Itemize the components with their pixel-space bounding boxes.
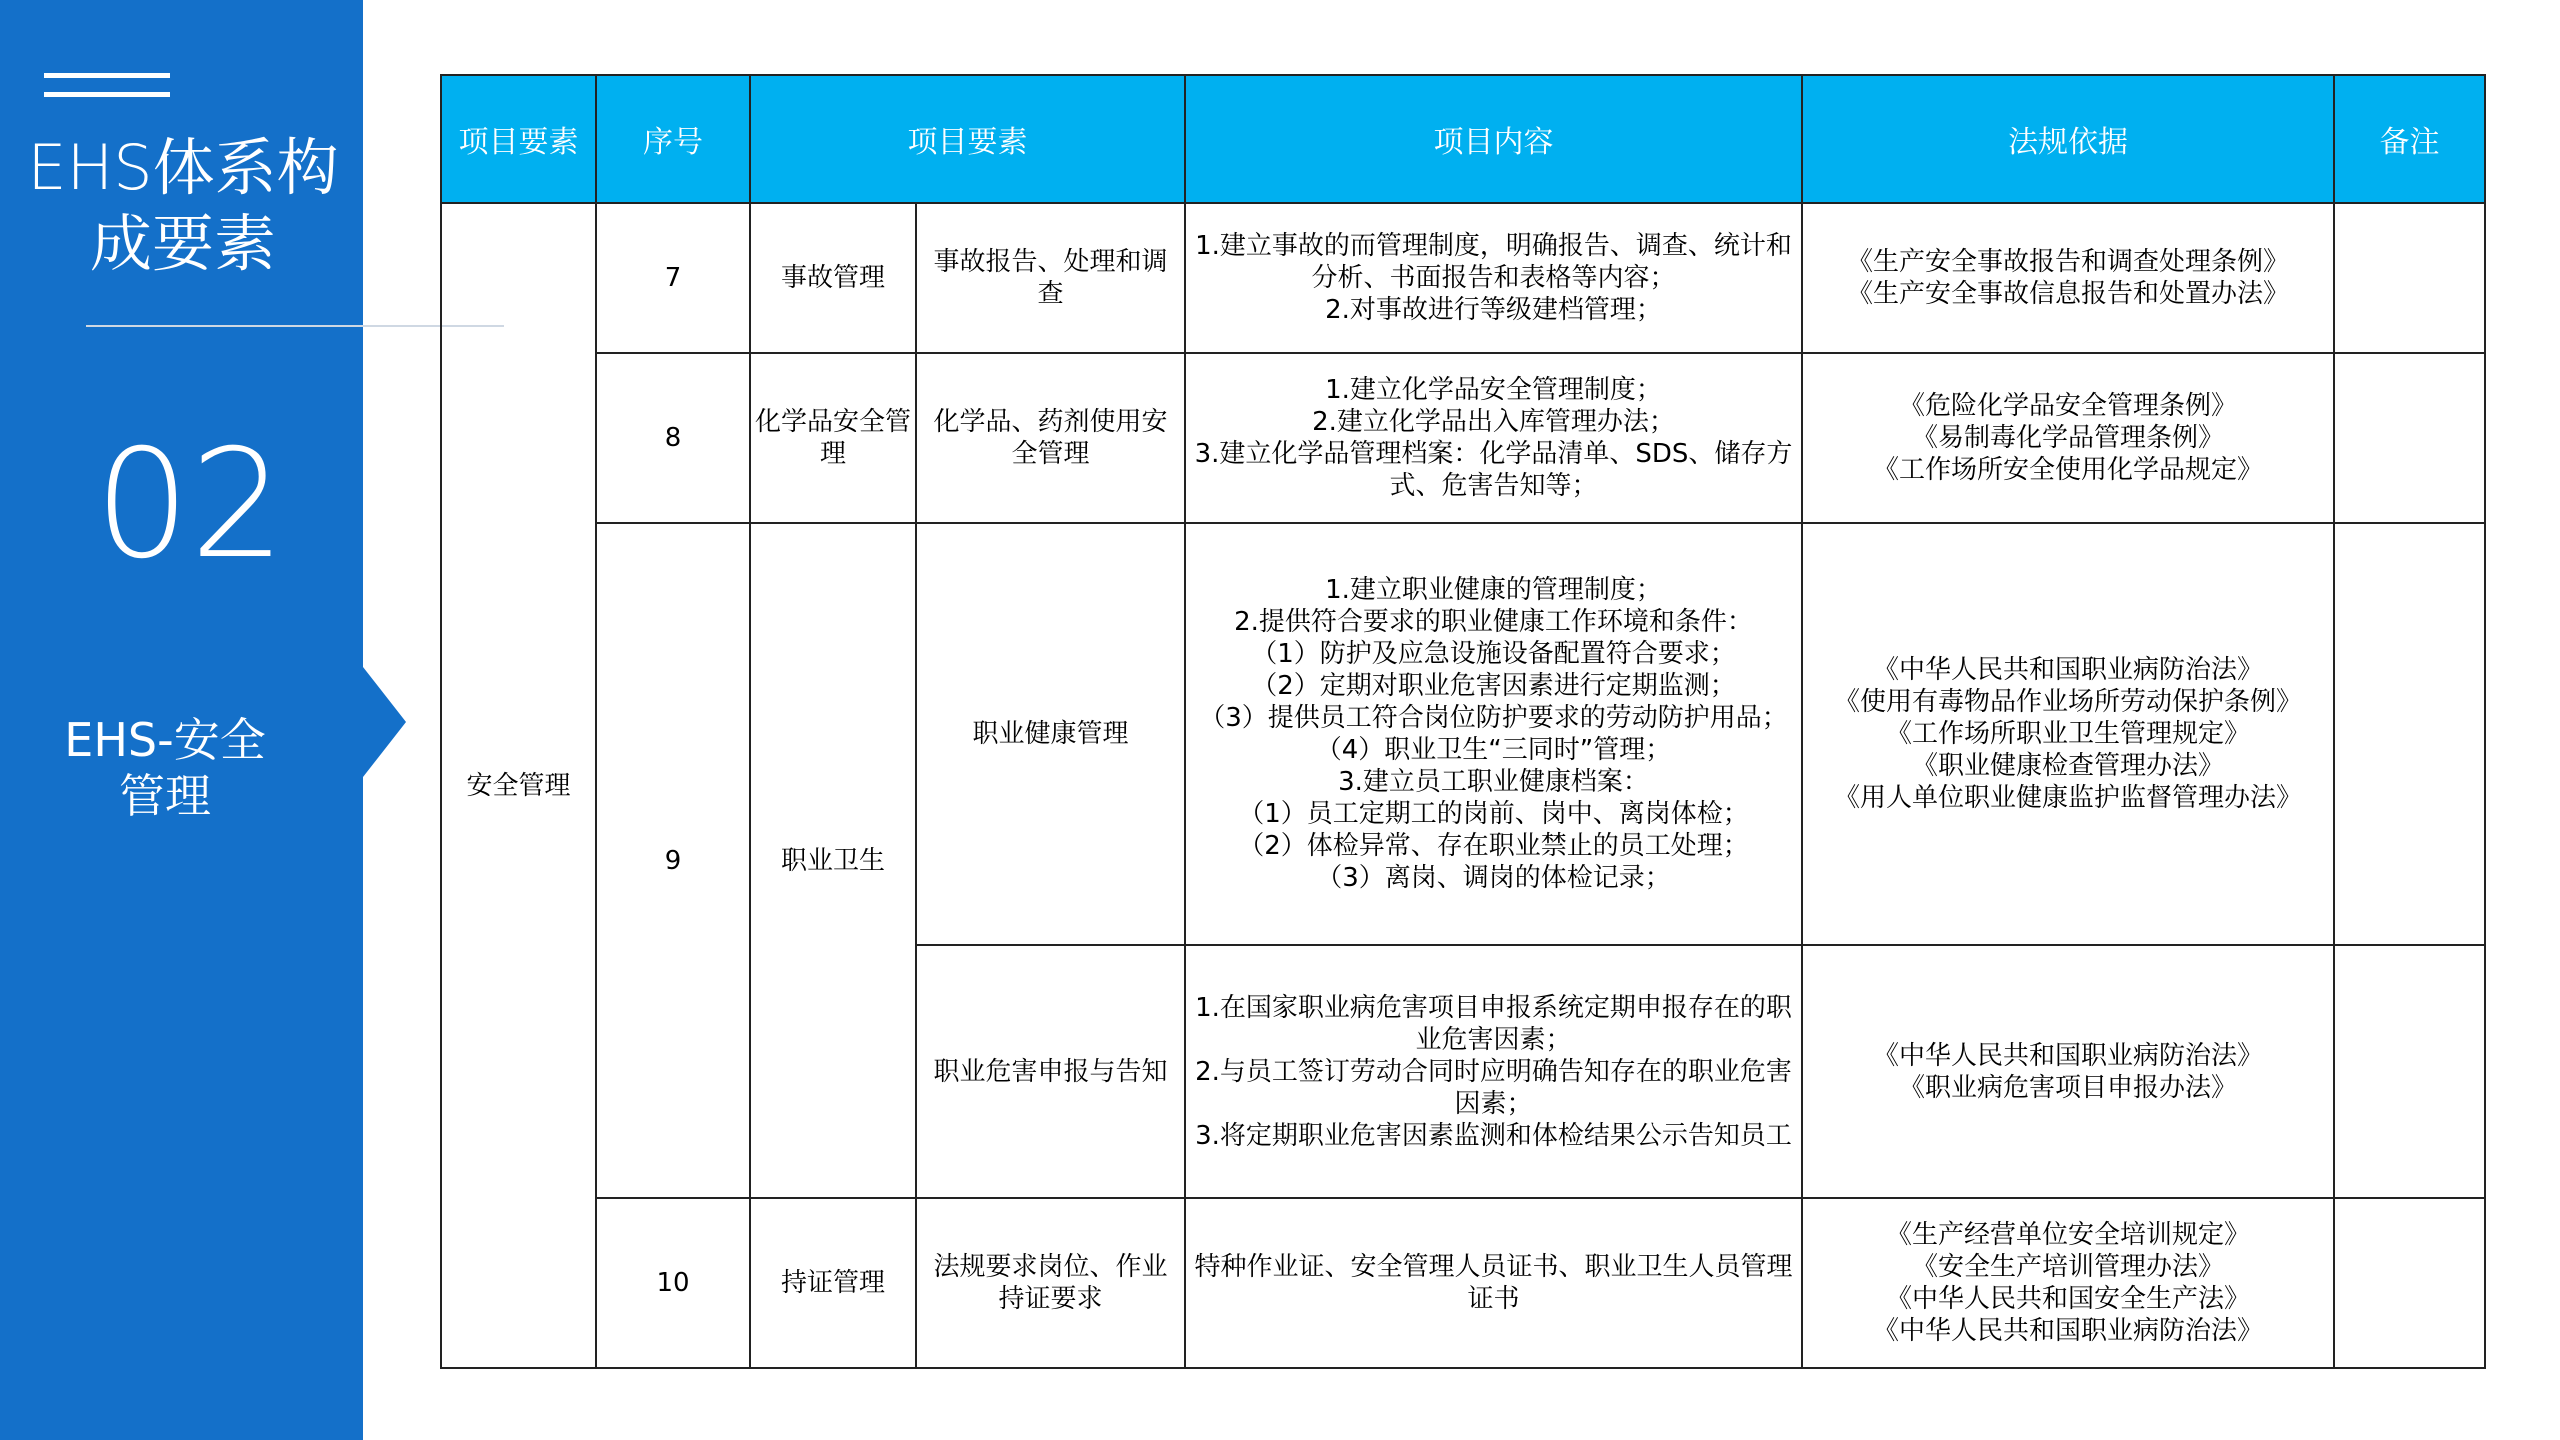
- header-content: 项目内容: [1185, 75, 1802, 203]
- law-line: 《中华人民共和国安全生产法》: [1885, 1284, 2250, 1314]
- content-line: 1.建立职业健康的管理制度；: [1325, 575, 1662, 605]
- law-line: 《生产安全事故信息报告和处置办法》: [1846, 279, 2289, 309]
- remark-cell: [2334, 523, 2485, 945]
- remark-cell: [2334, 203, 2485, 353]
- law-line: 《职业病危害项目申报办法》: [1898, 1072, 2237, 1103]
- content-line: （3）离岗、调岗的体检记录；: [1316, 863, 1671, 893]
- remark-cell: [2334, 1198, 2485, 1368]
- section-number: 02: [94, 418, 286, 592]
- content-line: 3.建立员工职业健康档案：: [1338, 767, 1649, 797]
- law-cell: [1802, 353, 2334, 523]
- section-title: EHS体系构成要素: [27, 131, 339, 280]
- law-line: 《生产经营单位安全培训规定》: [1885, 1220, 2250, 1250]
- sub-element-cell: 职业健康管理: [916, 523, 1185, 945]
- content-cell: [1185, 523, 1802, 945]
- content-line: 2.提供符合要求的职业健康工作环境和条件：: [1234, 607, 1753, 637]
- law-line: 《生产安全事故报告和调查处理条例》: [1846, 247, 2289, 277]
- content-line: 2.与员工签订劳动合同时应明确告知存在的职业危害因素；: [1195, 1056, 1792, 1119]
- section-subtitle: EHS-安全管理: [64, 713, 266, 823]
- law-cell: [1802, 945, 2334, 1198]
- law-line: 《中华人民共和国职业病防治法》: [1872, 1316, 2263, 1346]
- content-line: （3）提供员工符合岗位防护要求的劳动防护用品；: [1199, 703, 1788, 733]
- content-cell: [1185, 353, 1802, 523]
- law-line: 《用人单位职业健康监护监督管理办法》: [1833, 783, 2302, 813]
- law-line: 《工作场所职业卫生管理规定》: [1885, 719, 2250, 749]
- content-line: （1）防护及应急设施设备配置符合要求；: [1251, 639, 1736, 669]
- content-line: 3.建立化学品管理档案：化学品清单、SDS、储存方式、危害告知等；: [1194, 439, 1793, 501]
- law-line: 《中华人民共和国职业病防治法》: [1872, 1040, 2263, 1071]
- content-line: 特种作业证、安全管理人员证书、职业卫生人员管理证书: [1194, 1252, 1793, 1314]
- element-cell: 职业卫生: [750, 523, 916, 1198]
- law-line: 《中华人民共和国职业病防治法》: [1872, 655, 2263, 685]
- element-cell: 事故管理: [750, 203, 916, 353]
- law-line: 《使用有毒物品作业场所劳动保护条例》: [1833, 687, 2302, 717]
- table-row: [441, 353, 2485, 523]
- element-cell: 持证管理: [750, 1198, 916, 1368]
- content-line: 3.将定期职业危害因素监测和体检结果公示告知员工: [1195, 1120, 1792, 1151]
- ehs-elements-table: [440, 74, 2486, 1369]
- content-line: 1.建立事故的而管理制度，明确报告、调查、统计和分析、书面报告和表格等内容；: [1195, 231, 1792, 293]
- law-line: 《安全生产培训管理办法》: [1911, 1252, 2224, 1282]
- header-remark: 备注: [2334, 75, 2485, 203]
- law-cell: [1802, 523, 2334, 945]
- table-header-row: [441, 75, 2485, 203]
- sub-element-cell: 事故报告、处理和调查: [916, 203, 1185, 353]
- table-row: [441, 203, 2485, 353]
- law-line: 《工作场所安全使用化学品规定》: [1872, 455, 2263, 485]
- table-row: [441, 523, 2485, 945]
- sub-element-cell: 法规要求岗位、作业持证要求: [916, 1198, 1185, 1368]
- law-cell: [1802, 1198, 2334, 1368]
- law-line: 《危险化学品安全管理条例》: [1898, 391, 2237, 421]
- content-line: （4）职业卫生“三同时”管理；: [1315, 735, 1672, 765]
- content-line: （2）定期对职业危害因素进行定期监测；: [1251, 671, 1736, 701]
- sub-element-cell: 职业危害申报与告知: [916, 945, 1185, 1198]
- row-number: 8: [596, 353, 750, 523]
- category-cell: 安全管理: [441, 203, 596, 1368]
- sidebar-arrow: [363, 667, 406, 777]
- law-cell: [1802, 203, 2334, 353]
- content-line: 2.建立化学品出入库管理办法；: [1312, 407, 1675, 437]
- row-number: 7: [596, 203, 750, 353]
- content-cell: [1185, 945, 1802, 1198]
- content-cell: [1185, 203, 1802, 353]
- header-element: 项目要素: [441, 75, 596, 203]
- row-number: 9: [596, 523, 750, 1198]
- decorative-line-bottom: [44, 92, 170, 97]
- content-line: 2.对事故进行等级建档管理；: [1325, 295, 1662, 325]
- row-number: 10: [596, 1198, 750, 1368]
- header-sub-element: 项目要素: [750, 75, 1185, 203]
- decorative-line-top: [44, 73, 170, 78]
- header-no: 序号: [596, 75, 750, 203]
- table-row: [441, 1198, 2485, 1368]
- content-line: 1.建立化学品安全管理制度；: [1325, 375, 1662, 405]
- content-line: （2）体检异常、存在职业禁止的员工处理；: [1238, 831, 1749, 861]
- remark-cell: [2334, 945, 2485, 1198]
- law-line: 《易制毒化学品管理条例》: [1911, 423, 2224, 453]
- remark-cell: [2334, 353, 2485, 523]
- content-cell: [1185, 1198, 1802, 1368]
- sub-element-cell: 化学品、药剂使用安全管理: [916, 353, 1185, 523]
- content-line: （1）员工定期工的岗前、岗中、离岗体检；: [1238, 799, 1749, 829]
- law-line: 《职业健康检查管理办法》: [1911, 751, 2224, 781]
- content-line: 1.在国家职业病危害项目申报系统定期申报存在的职业危害因素；: [1195, 992, 1792, 1055]
- header-law: 法规依据: [1802, 75, 2334, 203]
- element-cell: 化学品安全管理: [750, 353, 916, 523]
